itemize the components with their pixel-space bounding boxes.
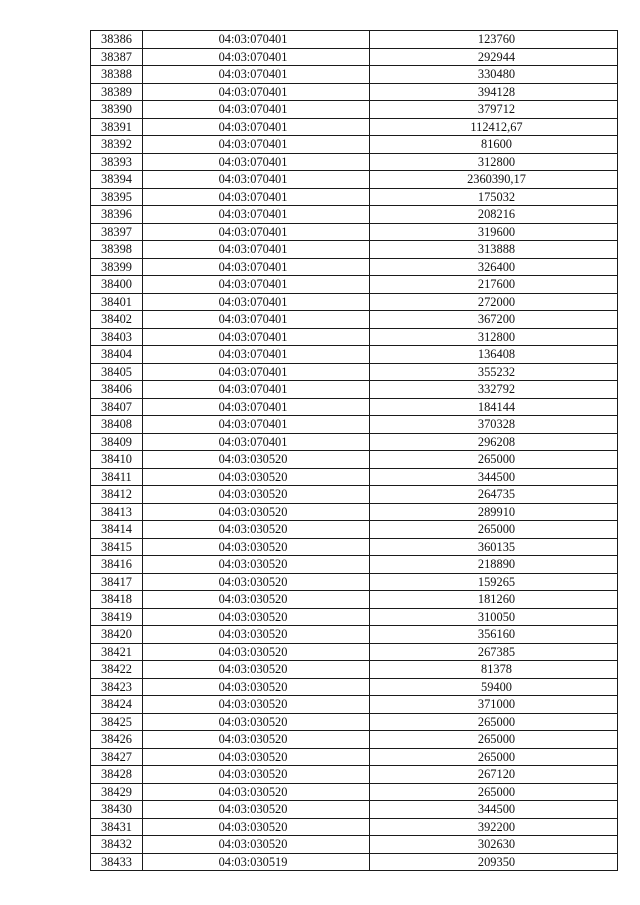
cadastral-code-cell: 04:03:030520 xyxy=(143,626,370,644)
value-cell: 265000 xyxy=(370,783,618,801)
value-cell: 356160 xyxy=(370,626,618,644)
cadastral-code-cell: 04:03:030520 xyxy=(143,643,370,661)
row-number-cell: 38400 xyxy=(91,276,143,294)
table-row xyxy=(91,486,618,504)
table-row xyxy=(91,521,618,539)
cadastral-code-cell: 04:03:030520 xyxy=(143,538,370,556)
row-number-cell: 38414 xyxy=(91,521,143,539)
row-number-cell: 38428 xyxy=(91,766,143,784)
value-cell: 392200 xyxy=(370,818,618,836)
cadastral-code-cell: 04:03:070401 xyxy=(143,66,370,84)
table-row xyxy=(91,643,618,661)
row-number-cell: 38398 xyxy=(91,241,143,259)
cadastral-code-cell: 04:03:070401 xyxy=(143,276,370,294)
table-row xyxy=(91,503,618,521)
cadastral-code-cell: 04:03:030520 xyxy=(143,713,370,731)
row-number-cell: 38412 xyxy=(91,486,143,504)
cadastral-code-cell: 04:03:030520 xyxy=(143,748,370,766)
row-number-cell: 38413 xyxy=(91,503,143,521)
cadastral-code-cell: 04:03:030520 xyxy=(143,573,370,591)
value-cell: 344500 xyxy=(370,801,618,819)
value-cell: 360135 xyxy=(370,538,618,556)
value-cell: 310050 xyxy=(370,608,618,626)
value-cell: 296208 xyxy=(370,433,618,451)
cadastral-code-cell: 04:03:070401 xyxy=(143,136,370,154)
row-number-cell: 38391 xyxy=(91,118,143,136)
value-cell: 2360390,17 xyxy=(370,171,618,189)
table-row xyxy=(91,468,618,486)
table-row xyxy=(91,363,618,381)
table-row xyxy=(91,748,618,766)
value-cell: 312800 xyxy=(370,153,618,171)
row-number-cell: 38404 xyxy=(91,346,143,364)
row-number-cell: 38396 xyxy=(91,206,143,224)
row-number-cell: 38421 xyxy=(91,643,143,661)
cadastral-code-cell: 04:03:030520 xyxy=(143,451,370,469)
cadastral-code-cell: 04:03:030520 xyxy=(143,661,370,679)
table-row xyxy=(91,241,618,259)
row-number-cell: 38401 xyxy=(91,293,143,311)
cadastral-code-cell: 04:03:070401 xyxy=(143,416,370,434)
table-row xyxy=(91,153,618,171)
value-cell: 209350 xyxy=(370,853,618,871)
row-number-cell: 38432 xyxy=(91,836,143,854)
table-row xyxy=(91,31,618,49)
cadastral-code-cell: 04:03:070401 xyxy=(143,293,370,311)
cadastral-code-cell: 04:03:070401 xyxy=(143,31,370,49)
cadastral-code-cell: 04:03:070401 xyxy=(143,206,370,224)
cadastral-code-cell: 04:03:030520 xyxy=(143,486,370,504)
row-number-cell: 38415 xyxy=(91,538,143,556)
table-row xyxy=(91,171,618,189)
value-cell: 265000 xyxy=(370,521,618,539)
value-cell: 302630 xyxy=(370,836,618,854)
cadastral-code-cell: 04:03:030520 xyxy=(143,608,370,626)
table-row xyxy=(91,451,618,469)
table-row xyxy=(91,538,618,556)
value-cell: 319600 xyxy=(370,223,618,241)
table-row xyxy=(91,223,618,241)
table-row xyxy=(91,346,618,364)
value-cell: 370328 xyxy=(370,416,618,434)
value-cell: 292944 xyxy=(370,48,618,66)
value-cell: 159265 xyxy=(370,573,618,591)
row-number-cell: 38431 xyxy=(91,818,143,836)
table-row xyxy=(91,416,618,434)
cadastral-code-cell: 04:03:030520 xyxy=(143,503,370,521)
row-number-cell: 38422 xyxy=(91,661,143,679)
table-row xyxy=(91,783,618,801)
table-row xyxy=(91,101,618,119)
table-row xyxy=(91,713,618,731)
row-number-cell: 38433 xyxy=(91,853,143,871)
row-number-cell: 38390 xyxy=(91,101,143,119)
value-cell: 123760 xyxy=(370,31,618,49)
table-row xyxy=(91,206,618,224)
row-number-cell: 38430 xyxy=(91,801,143,819)
row-number-cell: 38406 xyxy=(91,381,143,399)
cadastral-code-cell: 04:03:070401 xyxy=(143,328,370,346)
table-row xyxy=(91,608,618,626)
value-cell: 208216 xyxy=(370,206,618,224)
row-number-cell: 38429 xyxy=(91,783,143,801)
registry-table-body xyxy=(91,31,618,871)
cadastral-code-cell: 04:03:030520 xyxy=(143,801,370,819)
value-cell: 355232 xyxy=(370,363,618,381)
cadastral-code-cell: 04:03:030520 xyxy=(143,468,370,486)
row-number-cell: 38397 xyxy=(91,223,143,241)
table-row xyxy=(91,661,618,679)
value-cell: 313888 xyxy=(370,241,618,259)
cadastral-code-cell: 04:03:030520 xyxy=(143,766,370,784)
row-number-cell: 38418 xyxy=(91,591,143,609)
cadastral-code-cell: 04:03:030520 xyxy=(143,731,370,749)
row-number-cell: 38405 xyxy=(91,363,143,381)
cadastral-code-cell: 04:03:030520 xyxy=(143,696,370,714)
cadastral-code-cell: 04:03:070401 xyxy=(143,48,370,66)
value-cell: 371000 xyxy=(370,696,618,714)
cadastral-code-cell: 04:03:070401 xyxy=(143,223,370,241)
value-cell: 181260 xyxy=(370,591,618,609)
table-row xyxy=(91,311,618,329)
value-cell: 59400 xyxy=(370,678,618,696)
table-row xyxy=(91,276,618,294)
value-cell: 312800 xyxy=(370,328,618,346)
cadastral-code-cell: 04:03:030520 xyxy=(143,783,370,801)
table-row xyxy=(91,853,618,871)
cadastral-code-cell: 04:03:070401 xyxy=(143,118,370,136)
cadastral-code-cell: 04:03:030520 xyxy=(143,556,370,574)
row-number-cell: 38409 xyxy=(91,433,143,451)
value-cell: 218890 xyxy=(370,556,618,574)
row-number-cell: 38420 xyxy=(91,626,143,644)
value-cell: 379712 xyxy=(370,101,618,119)
value-cell: 264735 xyxy=(370,486,618,504)
table-row xyxy=(91,556,618,574)
cadastral-code-cell: 04:03:030520 xyxy=(143,678,370,696)
table-row xyxy=(91,118,618,136)
cadastral-code-cell: 04:03:030519 xyxy=(143,853,370,871)
table-row xyxy=(91,83,618,101)
value-cell: 394128 xyxy=(370,83,618,101)
cadastral-code-cell: 04:03:030520 xyxy=(143,591,370,609)
cadastral-code-cell: 04:03:030520 xyxy=(143,521,370,539)
table-row xyxy=(91,258,618,276)
cadastral-code-cell: 04:03:070401 xyxy=(143,398,370,416)
value-cell: 184144 xyxy=(370,398,618,416)
value-cell: 272000 xyxy=(370,293,618,311)
cadastral-code-cell: 04:03:030520 xyxy=(143,818,370,836)
table-row xyxy=(91,398,618,416)
cadastral-code-cell: 04:03:070401 xyxy=(143,241,370,259)
value-cell: 112412,67 xyxy=(370,118,618,136)
row-number-cell: 38408 xyxy=(91,416,143,434)
cadastral-code-cell: 04:03:070401 xyxy=(143,258,370,276)
cadastral-code-cell: 04:03:070401 xyxy=(143,433,370,451)
cadastral-code-cell: 04:03:030520 xyxy=(143,836,370,854)
row-number-cell: 38407 xyxy=(91,398,143,416)
value-cell: 136408 xyxy=(370,346,618,364)
row-number-cell: 38387 xyxy=(91,48,143,66)
row-number-cell: 38399 xyxy=(91,258,143,276)
row-number-cell: 38410 xyxy=(91,451,143,469)
row-number-cell: 38393 xyxy=(91,153,143,171)
table-row xyxy=(91,696,618,714)
table-row xyxy=(91,188,618,206)
table-row xyxy=(91,731,618,749)
cadastral-code-cell: 04:03:070401 xyxy=(143,188,370,206)
table-row xyxy=(91,591,618,609)
row-number-cell: 38419 xyxy=(91,608,143,626)
row-number-cell: 38386 xyxy=(91,31,143,49)
value-cell: 330480 xyxy=(370,66,618,84)
cadastral-code-cell: 04:03:070401 xyxy=(143,381,370,399)
row-number-cell: 38388 xyxy=(91,66,143,84)
value-cell: 81600 xyxy=(370,136,618,154)
row-number-cell: 38402 xyxy=(91,311,143,329)
table-row xyxy=(91,766,618,784)
row-number-cell: 38395 xyxy=(91,188,143,206)
row-number-cell: 38392 xyxy=(91,136,143,154)
table-row xyxy=(91,626,618,644)
table-row xyxy=(91,293,618,311)
row-number-cell: 38426 xyxy=(91,731,143,749)
cadastral-code-cell: 04:03:070401 xyxy=(143,311,370,329)
value-cell: 265000 xyxy=(370,713,618,731)
table-row xyxy=(91,836,618,854)
table-row xyxy=(91,136,618,154)
table-row xyxy=(91,328,618,346)
value-cell: 332792 xyxy=(370,381,618,399)
table-row xyxy=(91,818,618,836)
row-number-cell: 38394 xyxy=(91,171,143,189)
row-number-cell: 38417 xyxy=(91,573,143,591)
table-row xyxy=(91,433,618,451)
table-row xyxy=(91,381,618,399)
row-number-cell: 38424 xyxy=(91,696,143,714)
value-cell: 367200 xyxy=(370,311,618,329)
value-cell: 265000 xyxy=(370,748,618,766)
table-row xyxy=(91,48,618,66)
cadastral-code-cell: 04:03:070401 xyxy=(143,346,370,364)
row-number-cell: 38403 xyxy=(91,328,143,346)
value-cell: 81378 xyxy=(370,661,618,679)
table-row xyxy=(91,573,618,591)
value-cell: 265000 xyxy=(370,451,618,469)
table-row xyxy=(91,678,618,696)
row-number-cell: 38423 xyxy=(91,678,143,696)
row-number-cell: 38427 xyxy=(91,748,143,766)
value-cell: 265000 xyxy=(370,731,618,749)
value-cell: 267120 xyxy=(370,766,618,784)
value-cell: 326400 xyxy=(370,258,618,276)
row-number-cell: 38389 xyxy=(91,83,143,101)
row-number-cell: 38411 xyxy=(91,468,143,486)
registry-table xyxy=(90,30,618,871)
value-cell: 344500 xyxy=(370,468,618,486)
table-row xyxy=(91,801,618,819)
cadastral-code-cell: 04:03:070401 xyxy=(143,171,370,189)
cadastral-code-cell: 04:03:070401 xyxy=(143,83,370,101)
value-cell: 175032 xyxy=(370,188,618,206)
row-number-cell: 38416 xyxy=(91,556,143,574)
row-number-cell: 38425 xyxy=(91,713,143,731)
table-row xyxy=(91,66,618,84)
cadastral-code-cell: 04:03:070401 xyxy=(143,153,370,171)
value-cell: 267385 xyxy=(370,643,618,661)
value-cell: 217600 xyxy=(370,276,618,294)
value-cell: 289910 xyxy=(370,503,618,521)
cadastral-code-cell: 04:03:070401 xyxy=(143,363,370,381)
cadastral-code-cell: 04:03:070401 xyxy=(143,101,370,119)
